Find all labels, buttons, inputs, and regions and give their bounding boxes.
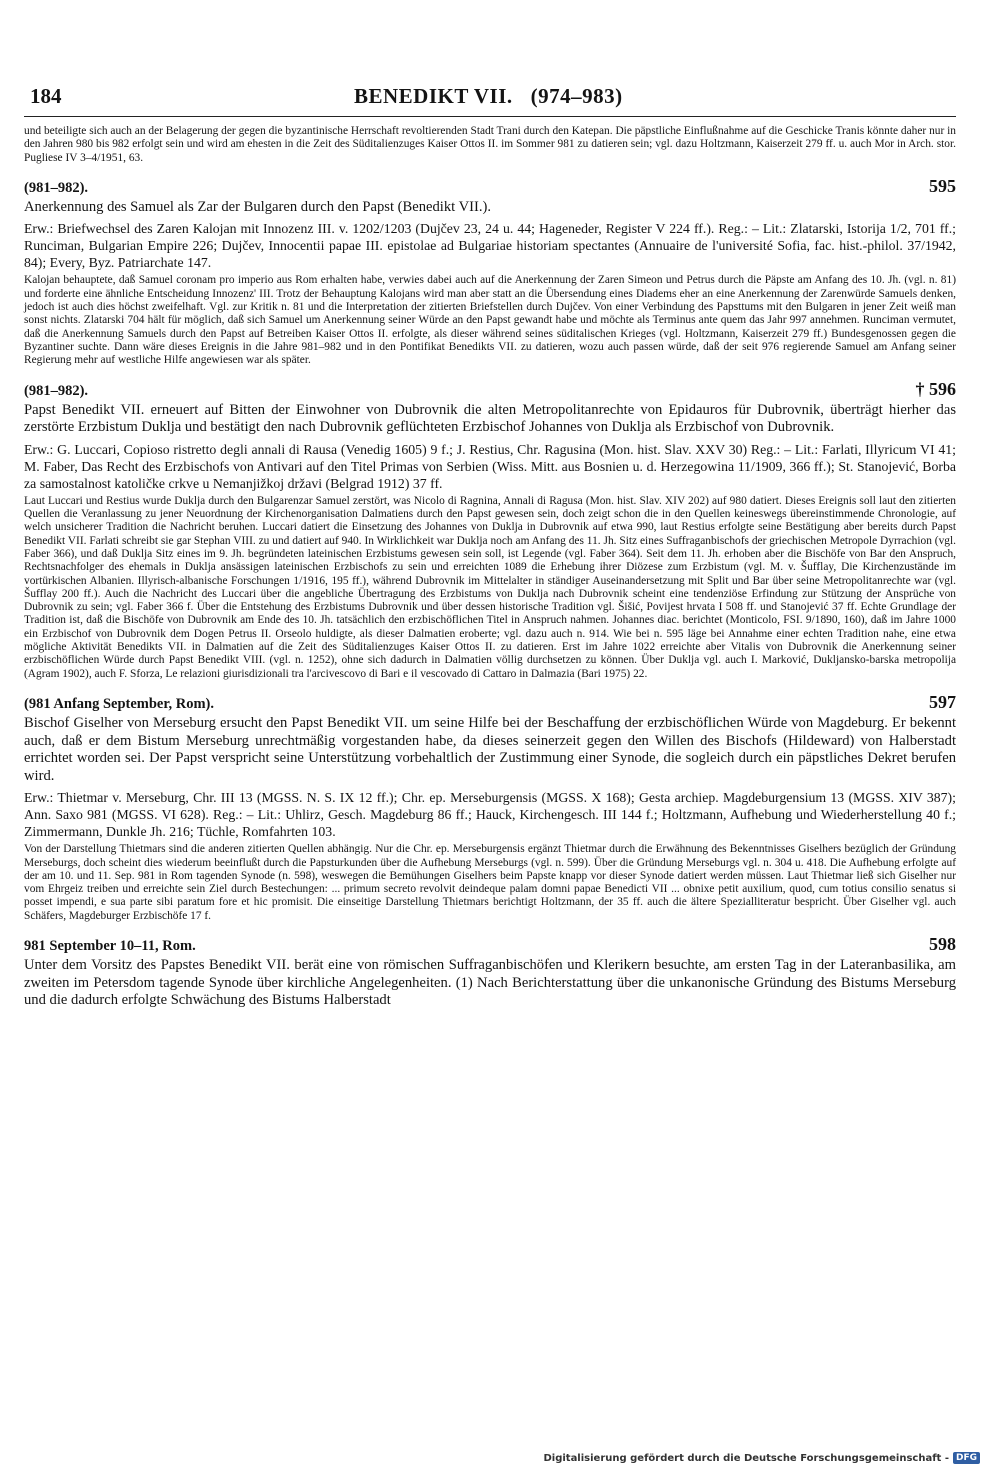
entry-head: [24, 693, 956, 713]
entry-number: † 596: [915, 378, 956, 399]
entry-note: Von der Darstellung Thietmars sind die anderen zitierten Quellen abhängig. Nur die Chr. ep. Merseburgensis ergänzt Thietmar durch die Erwähnung des Bekenntnisses Giselhers bezüglich der Gründung Merseburgs, doch scheint dies wiederum beeinflußt durch die Papsturkunden über die Aufhebung Merseburgs (vgl. n. 599). Über die Gründung Merseburgs vgl. n. 304 u. 418. Die Aufhebung erfolgte auf der am 10. und 11. Sep. 981 in Rom tagenden Synode (n. 598), weswegen die Bemühungen Giselhers beim Papste knapp vor dieser Synode datiert werden müssen. Laut Thietmar ließ sich Giselher nur vom Ehrgeiz treiben und erreichte sein Ziel durch Bestechungen: ... primum secreto revolvit deindeque palam domni papae Benedicti VII ... obnixe petit auxilium, quod, cum totius consilio senatus si posset impendi, e sua parte sibi paratum fore et hic promisit. Die einseitige Darstellung Thietmars berichtigt Holtzmann, der 35 ff. auch die ältere Spezialliteratur bespricht. Über Giselher vgl. auch Schäfers, Magdeburger Erzbischöfe 17 f.: [24, 843, 956, 922]
entry-regest: Papst Benedikt VII. erneuert auf Bitten der Einwohner von Dubrovnik die alten Metropolitanrechte von Epidauros für Dubrovnik, überträgt hierher das zerstörte Erzbistum Duklja und bestätigt den nach Dubrovnik geflüchteten Erzbischof Johannes von Duklja als Erzbischof von Dubrovnik.: [24, 401, 956, 436]
entry-598: [24, 935, 956, 1010]
entry-note: Kalojan behauptete, daß Samuel coronam pro imperio aus Rom erhalten habe, verwies dabei auch auf die Anerkennung der Zaren Simeon und Petrus durch die Päpste am Anfang des 10. Jh. (vgl. n. 81) und forderte eine ähnliche Entscheidung Innozenz' III. Trotz der Behauptung Kalojans wird man aber statt an die Übersendung eines Diadems eher an eine Anerkennung der Zarenwürde Samuels denken, jedoch ist auch dies höchst zweifelhaft. Vgl. zur Kritik n. 81 und die Interpretation der zitierten Briefstellen durch Dujčev. Von einer Verbindung des Papsttums mit den Bulgaren in jener Zeit weiß man sonst nichts. Zlatarski 704 hält für möglich, daß sich Samuel um Anerkennung seiner Würde an den Papst gewandt habe und möchte als Terminus ante quem das Jahr 997 annehmen. Runciman vermutet, daß die Anerkennung Samuels durch den Papst auf Betreiben Kaiser Ottos II. erfolgte, als dieser während seines süditalischen Krieges (vgl. Holtzmann, Kaiserzeit 279 ff.) Bundesgenossen gegen die Byzantiner suchte. Dann wäre dieses Ereignis in die Jahre 981–982 und in den Pontifikat Benedikts VII. zu datieren, wozu auch passen würde, daß der seit 976 regierende Samuel am Anfang seiner Regierung mehr auf westliche Hilfe angewiesen war als später.: [24, 274, 956, 367]
carryover-note: und beteiligte sich auch an der Belagerung der gegen die byzantinische Herrschaft revoltierenden Stadt Trani durch den Katepan. Die päpstliche Einflußnahme auf die Geschicke Tranis könnte daher nur in den Jahren 980 bis 982 erfolgt sein und wird am ehesten in die Zeit des Süditalienzuges Kaiser Ottos II. im Sommer 981 zu datieren sein; vgl. dazu Holtzmann, Kaiserzeit 279 ff. u. auch Mor in Arch. stor. Pugliese IV 3–4/1951, 63.: [24, 125, 956, 164]
running-head: [24, 80, 956, 117]
running-title-dates: (974–983): [530, 84, 623, 108]
running-title-name: BENEDIKT VII.: [354, 84, 513, 108]
entry-head: [24, 380, 956, 400]
entry-note: Laut Luccari und Restius wurde Duklja durch den Bulgarenzar Samuel zerstört, was Nicolo di Ragnina, Annali di Ragusa (Mon. hist. Slav. XIV 202) auf 980 datiert. Dieses Ereignis soll laut den zitierten Quellen die Veranlassung zu jener Neuordnung der Kirchenorganisation Dalmatiens durch den Papst gewesen sein, doch zeigt schon die in den Quellen keineswegs übereinstimmende Chronologie, auf welch unsicherer Tradition die Nachricht beruhen. Luccari datiert die Einsetzung des Johannes von Duklja in Dubrovnik auf etwa 990, laut Restius erfolgte seine Bestätigung aber bereits durch Papst Benedikt VII. Farlati schreibt sie gar Stephan VIII. zu und datiert auf 940. In Wirklichkeit war Duklja noch am Anfang des 11. Jh. Sitz eines Suffraganbischofs der griechischen Metropole Dyrrachion (vgl. Faber 366), und daß Duklja Sitz eines im 9. Jh. begründeten lateinischen Erzbistums gewesen sein soll, ist Legende (vgl. Faber 364). Seit dem 11. Jh. erhoben aber die Bischöfe von Bar den Anspruch, Rechtsnachfolger des ehemals in Duklja ansässigen lateinischen Erzbischofs zu sein und erreichten 1089 die Erhebung ihrer Diözese zum Erzbistum (vgl. M. v. Šufflay, Die Kirchenzustände im vortürkischen Albanien. Illyrisch-albanische Forschungen 1/1916, 195 ff.), während Dubrovnik im Mittelalter in ständiger Auseinandersetzung mit Split und Bar über seine Metropolitanrechte war (vgl. Šufflay 200 ff.). Auch die Nachricht des Luccari über die angebliche Übertragung des Erzbistums von Duklja nach Dubrovnik scheint eine tendenziöse Erfindung zur Stützung der Ansprüche von Dubrovnik zu sein; vgl. Faber 366 f. Über die Entstehung des Erzbistums Dubrovnik und über dessen historische Tradition vgl. Šišić, Povijest hrvata I 508 ff. und Stanojević 37 ff. Echte Grundlage der Tradition ist, daß die Bischöfe von Dubrovnik am Ende des 10. Jh. tatsächlich den erzbischöflichen Titel in Anspruch nahmen. Johannes diac. berichtet (Monticolo, FSI. 9/1890, 160), daß im Jahre 1000 ein Erzbischof von Dubrovnik dem Dogen Petrus II. Orseolo huldigte, als dieser Dalmatien eroberte; vgl. dazu auch n. 914. Wie bei n. 595 läge bei Annahme einer echten Tradition nahe, eine etwa mögliche Aktivität Benedikts VII. in Dalmatien auf die Zeit des Süditalienzuges Kaiser Ottos II. zu datieren. Erst im Jahre 1022 erreichte aber Vitalis von Dubrovnik die Anerkennung seiner erzbischöflichen Würde durch Papst Benedikt VIII. (vgl. n. 1252), ohne sich dadurch in Dalmatien völlig durchsetzen zu können. Über Duklja vgl. auch I. Marković, Dukljansko-barska metropolija (Agram 1902), auch F. Sforza, Le relazioni giurisdizionali tra l'arcivescovo di Bari e il vescovado di Cattaro in Dalmazia (Bari 1975) 22.: [24, 494, 956, 680]
entry-sources: Erw.: Briefwechsel des Zaren Kalojan mit Innozenz III. v. 1202/1203 (Dujčev 23, 24 u. 44; Hageneder, Register V 224 ff.). Reg.: – Lit.: Zlatarski, Istorija 1/2, 701 ff.; Runciman, Bulgarian Empire 226; Dujčev, Innocentii papae III. epistolae ad Bulgariae historiam spectantes (Annuaire de l'université Sofia, fac. hist.-philol. 37/1942, 84); Every, Byz. Patriarchate 147.: [24, 221, 956, 271]
entry-sources: Erw.: Thietmar v. Merseburg, Chr. III 13 (MGSS. N. S. IX 12 ff.); Chr. ep. Merseburgensis (MGSS. X 168); Gesta archiep. Magdeburgensium 13 (MGSS. XIV 387); Ann. Saxo 981 (MGSS. VI 628). Reg.: – Lit.: Uhlirz, Gesch. Magdeburg 86 ff.; Hauck, Kirchengesch. III 144 f.; Holtzmann, Aufhebung und Wiederherstellung 40 f.; Zimmermann, Dunkle Jh. 216; Tüchle, Romfahrten 103.: [24, 790, 956, 840]
entry-number: 597: [929, 691, 956, 712]
running-title: [354, 84, 623, 109]
footer-credit: Digitalisierung gefördert durch die Deutsche Forschungsgemeinschaft -: [543, 1452, 949, 1464]
entry-595: [24, 177, 956, 368]
entry-regest: Unter dem Vorsitz des Papstes Benedikt VII. berät eine von römischen Suffraganbischöfen und Klerikern besuchte, am ersten Tag in der Lateranbasilika, am zweiten im Petersdom tagende Synode über kirchliche Angelegenheiten. (1) Nach Berichterstattung über die unkanonische Gründung des Bistums Merseburg und die dadurch erfolgte Schwächung des Bistums Halberstadt: [24, 957, 956, 1009]
entry-number: 598: [929, 934, 956, 955]
footer: [543, 1452, 980, 1464]
entry-596: [24, 380, 956, 681]
entry-597: [24, 693, 956, 923]
entry-date: (981–982).: [24, 179, 89, 196]
entry-head: [24, 935, 956, 955]
entry-regest: Bischof Giselher von Merseburg ersucht den Papst Benedikt VII. um seine Hilfe bei der Beschaffung der erzbischöflichen Würde von Magdeburg. Er bekennt auch, daß er dem Bistum Merseburg unrechtmäßig vorgestanden habe, da dieses seinerzeit gegen den Willen des Bischofs (Hildeward) von Halberstadt errichtet worden sei. Der Papst verspricht seine Unterstützung vorbehaltlich der Zustimmung einer Synode, die sogleich durch ein päpstliches Dekret berufen wird.: [24, 714, 956, 784]
entry-date: (981 Anfang September, Rom).: [24, 695, 214, 712]
page-number: 184: [30, 84, 62, 108]
entry-date: 981 September 10–11, Rom.: [24, 938, 196, 955]
page: [24, 80, 956, 1010]
entry-date: (981–982).: [24, 382, 89, 399]
entry-number: 595: [929, 175, 956, 196]
entry-sources: Erw.: G. Luccari, Copioso ristretto degli annali di Rausa (Venedig 1605) 9 f.; J. Restius, Chr. Ragusina (Mon. hist. Slav. XXV 30) Reg.: – Lit.: Farlati, Illyricum VI 41; M. Faber, Das Recht des Erzbischofs von Antivari auf den Titel Primas von Serbien (Wiss. Mitt. aus Bosnien u. d. Herzegowina 11/1909, 366 ff.); St. Stanojević, Borba za samostalnost katoličke crkve u Nemanjižkoj državi (Belgrad 1912) 37 ff.: [24, 441, 956, 491]
entry-head: [24, 177, 956, 197]
dfg-logo: DFG: [953, 1452, 980, 1464]
entry-regest: Anerkennung des Samuel als Zar der Bulgaren durch den Papst (Benedikt VII.).: [24, 198, 492, 215]
